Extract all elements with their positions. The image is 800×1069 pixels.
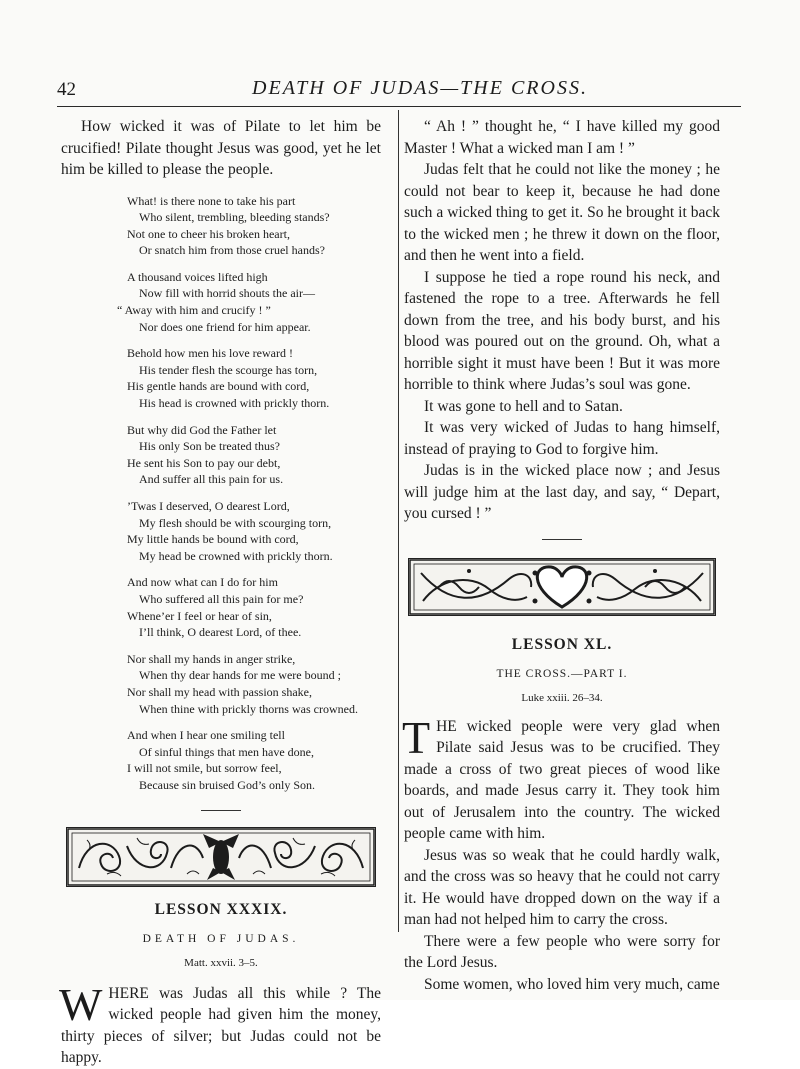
section-rule (542, 539, 582, 540)
hymn-line: ’Twas I deserved, O dearest Lord, (127, 499, 290, 513)
hymn-stanza-2 (117, 269, 381, 335)
hymn-line: Nor does one friend for him appear. (139, 319, 311, 334)
dropcap-t: T (402, 711, 431, 763)
paragraph: It was very wicked of Judas to hang himself, instead of praying to God to forgive him. (404, 419, 720, 458)
hymn-stanza-3 (127, 345, 381, 411)
hymn-line: Nor shall my hands in anger strike, (127, 651, 296, 666)
hymn-stanza-6 (127, 574, 381, 640)
right-column (404, 116, 720, 995)
hymn-line: Nor shall my head with passion shake, (127, 684, 312, 699)
hymn-line: Now fill with horrid shouts the air— (139, 286, 315, 301)
hymn-line: Behold how men his love reward ! (127, 346, 293, 361)
lesson-39-subtitle: DEATH OF JUDAS. (142, 932, 300, 945)
hymn-stanza-5 (127, 498, 381, 564)
hymn-line: Of sinful things that men have done, (139, 744, 314, 759)
hymn-line: I will not smile, but sorrow feel, (127, 761, 282, 776)
hymn-line: When thine with prickly thorns was crowned. (139, 701, 358, 716)
hymn-line: Who silent, trembling, bleeding stands? (139, 210, 330, 225)
left-column (61, 116, 381, 1069)
lesson-40-title: LESSON XL. (511, 635, 613, 653)
hymn-line: He sent his Son to pay our debt, (127, 455, 281, 470)
hymn-line: My head be crowned with prickly thorn. (139, 548, 333, 563)
hymn-line: My little hands be bound with cord, (127, 532, 299, 547)
intro-paragraph: How wicked it was of Pilate to let him be crucified! Pilate thought Jesus was good, yet he let him be killed to please the people. (61, 118, 381, 178)
hymn-stanza-4 (127, 422, 381, 488)
hymn-line: And now what can I do for him (127, 575, 278, 590)
lesson-39-scripture: Matt. xxvii. 3–5. (184, 956, 258, 969)
hymn (117, 193, 381, 794)
hymn-line: And suffer all this pain for us. (139, 472, 284, 487)
paragraph: “ Ah ! ” thought he, “ I have killed my good Master ! What a wicked man I am ! ” (404, 118, 720, 157)
section-rule (201, 810, 241, 811)
hymn-stanza-8 (127, 727, 381, 793)
dropcap-w: W (59, 978, 103, 1030)
paragraph: It was gone to hell and to Satan. (424, 397, 623, 415)
hymn-line: His only Son be treated thus? (139, 439, 280, 454)
hymn-line: His head is crowned with prickly thorn. (139, 396, 330, 411)
hymn-line: Whene’er I feel or hear of sin, (127, 608, 272, 623)
page-number: 42 (57, 79, 76, 100)
paragraph: There were a few people who were sorry for the Lord Jesus. (404, 932, 720, 971)
heart-ornament-icon (408, 558, 716, 616)
hymn-line: Or snatch him from those cruel hands? (139, 243, 325, 258)
hymn-stanza-7 (127, 651, 381, 717)
column-divider (398, 110, 399, 932)
hymn-line: Not one to cheer his broken heart, (127, 226, 290, 241)
hymn-line: Who suffered all this pain for me? (139, 591, 304, 606)
lesson-40-scripture: Luke xxiii. 26–34. (521, 691, 603, 704)
hymn-line: “ Away with him and crucify ! ” (117, 303, 271, 318)
hymn-line: When thy dear hands for me were bound ; (139, 668, 341, 683)
hymn-line: I’ll think, O dearest Lord, of thee. (139, 625, 302, 640)
lesson-39-title: LESSON XXXIX. (154, 900, 288, 918)
lesson-39-opening-text: HERE was Judas all this while ? The wicked people had given him the money, thirty pieces of silver; but Judas could not be happy. (61, 984, 381, 1066)
lesson-40-opening (402, 711, 720, 845)
paragraph: Judas felt that he could not like the money ; he could not bear to keep it, because he had done such a wicked thing to get it. So he brought it back to the wicked men ; he threw it down on the floor, and then he went into a field. (404, 161, 720, 264)
hymn-line: Because sin bruised God’s only Son. (139, 777, 315, 792)
hymn-line: His gentle hands are bound with cord, (127, 379, 310, 394)
lesson-40-subtitle: THE CROSS.—PART I. (496, 667, 628, 680)
hymn-line: A thousand voices lifted high (127, 269, 268, 284)
scroll-ornament-icon (66, 827, 376, 887)
paragraph: Judas is in the wicked place now ; and Jesus will judge him at the last day, and say, “ Depart, you cursed ! ” (404, 462, 720, 522)
paragraph: Jesus was so weak that he could hardly walk, and the cross was so heavy that he could not carry it. He would have dropped down on the way if a man had not helped him to carry the cross. (404, 846, 720, 928)
hymn-line: But why did God the Father let (127, 422, 277, 437)
hymn-line: His tender flesh the scourge has torn, (139, 362, 318, 377)
header-rule (57, 106, 741, 107)
lesson-39-opening (59, 978, 381, 1069)
hymn-line: My flesh should be with scourging torn, (139, 515, 332, 530)
hymn-line: And when I hear one smiling tell (127, 728, 285, 743)
hymn-stanza-1 (127, 193, 381, 259)
hymn-line: What! is there none to take his part (127, 193, 296, 208)
running-title: DEATH OF JUDAS—THE CROSS. (252, 77, 588, 99)
paragraph: Some women, who loved him very much, came (424, 975, 720, 993)
paragraph: I suppose he tied a rope round his neck, and fastened the rope to a tree. Afterwards he fell down from the tree, and his body burst, and his blood was poured out on the ground. Oh, what a horrible sight it must have been ! But it was more horrible to think where Judas’s soul was gone. (404, 268, 720, 393)
lesson-40-opening-text: HE wicked people were very glad when Pilate said Jesus was to be crucified. They made a cross of two great pieces of wood like boards, and made Jesus carry it. They took him out of Jerusalem into the country. The wicked people came with him. (404, 717, 720, 842)
